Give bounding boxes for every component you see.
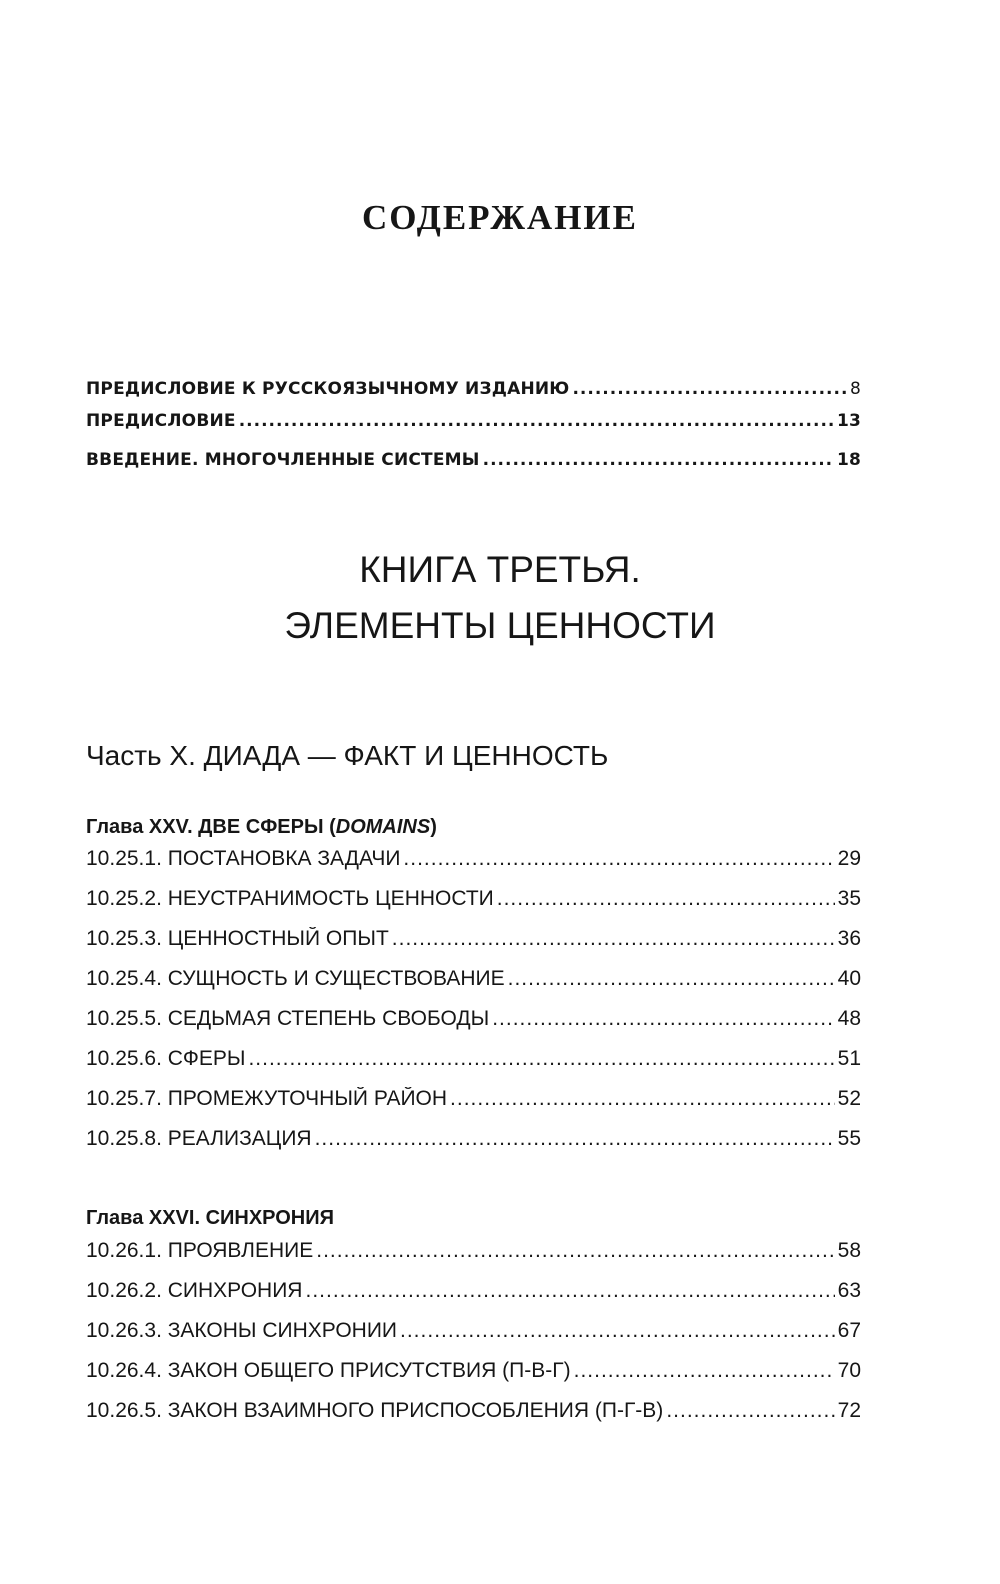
toc-entry-label: ПРЕДИСЛОВИЕ [86, 411, 236, 431]
toc-entry-preface-russian[interactable] [86, 379, 861, 407]
toc-entry-introduction[interactable] [86, 450, 861, 478]
part-heading: Часть X. ДИАДА — ФАКТ И ЦЕННОСТЬ [86, 740, 609, 771]
leader-dots [483, 450, 834, 470]
leader-dots [315, 1127, 835, 1151]
leader-dots [403, 847, 834, 871]
toc-entry-label: ВВЕДЕНИЕ. МНОГОЧЛЕННЫЕ СИСТЕМЫ [86, 450, 480, 470]
leader-dots [508, 967, 835, 991]
leader-dots [305, 1279, 834, 1303]
toc-entry-page: 8 [849, 379, 861, 399]
toc-section[interactable] [86, 1047, 861, 1079]
toc-entry-page: 18 [836, 450, 861, 470]
toc-section[interactable] [86, 1007, 861, 1039]
toc-section[interactable] [86, 887, 861, 919]
chapter-title: Глава XXV. ДВЕ СФЕРЫ ( [86, 816, 336, 838]
toc-section-label: 10.25.3. ЦЕННОСТНЫЙ ОПЫТ [86, 927, 389, 950]
toc-section[interactable] [86, 1239, 861, 1271]
toc-section-page: 63 [837, 1279, 861, 1302]
toc-section-label: 10.25.6. СФЕРЫ [86, 1047, 246, 1070]
toc-section-label: 10.25.2. НЕУСТРАНИМОСТЬ ЦЕННОСТИ [86, 887, 494, 910]
toc-section-page: 48 [837, 1007, 861, 1030]
chapter-title: Глава XXVI. СИНХРОНИЯ [86, 1207, 334, 1229]
chapter-heading-xxv[interactable] [86, 816, 437, 839]
toc-section-page: 36 [837, 927, 861, 950]
toc-section-label: 10.26.3. ЗАКОНЫ СИНХРОНИИ [86, 1319, 398, 1342]
toc-entry-page: 13 [836, 411, 861, 431]
book-heading-line-1: КНИГА ТРЕТЬЯ. [359, 549, 641, 590]
toc-section-page: 35 [837, 887, 861, 910]
book-heading-line-2: ЭЛЕМЕНТЫ ЦЕННОСТИ [284, 605, 716, 646]
leader-dots [316, 1239, 834, 1263]
toc-section-page: 67 [837, 1319, 861, 1342]
toc-section-page: 29 [837, 847, 861, 870]
toc-section-page: 40 [837, 967, 861, 990]
toc-section-page: 72 [837, 1399, 861, 1422]
toc-section-label: 10.25.8. РЕАЛИЗАЦИЯ [86, 1127, 312, 1150]
toc-section[interactable] [86, 1127, 861, 1159]
toc-section-page: 70 [837, 1359, 861, 1382]
toc-entry-label: ПРЕДИСЛОВИЕ К РУССКОЯЗЫЧНОМУ ИЗДАНИЮ [86, 379, 570, 399]
toc-section[interactable] [86, 847, 861, 879]
leader-dots [572, 379, 847, 399]
chapter-title-suffix: ) [430, 816, 437, 838]
toc-section-page: 51 [837, 1047, 861, 1070]
toc-section-label: 10.25.7. ПРОМЕЖУТОЧНЫЙ РАЙОН [86, 1087, 448, 1110]
leader-dots [450, 1087, 835, 1111]
chapter-heading-xxvi[interactable] [86, 1207, 334, 1230]
toc-section[interactable] [86, 1359, 861, 1391]
toc-section-page: 58 [837, 1239, 861, 1262]
toc-section[interactable] [86, 1319, 861, 1351]
toc-section[interactable] [86, 967, 861, 999]
toc-section-page: 55 [837, 1127, 861, 1150]
leader-dots [497, 887, 835, 911]
toc-section[interactable] [86, 927, 861, 959]
toc-section[interactable] [86, 1399, 861, 1431]
leader-dots [666, 1399, 834, 1423]
leader-dots [248, 1047, 834, 1071]
leader-dots [239, 411, 834, 431]
page-title: СОДЕРЖАНИЕ [361, 198, 638, 237]
leader-dots [400, 1319, 835, 1343]
toc-section-label: 10.26.5. ЗАКОН ВЗАИМНОГО ПРИСПОСОБЛЕНИЯ (П-Г-В) [86, 1399, 664, 1422]
leader-dots [492, 1007, 834, 1031]
toc-section[interactable] [86, 1087, 861, 1119]
toc-section-label: 10.25.4. СУЩНОСТЬ И СУЩЕСТВОВАНИЕ [86, 967, 505, 990]
toc-section-label: 10.26.2. СИНХРОНИЯ [86, 1279, 303, 1302]
toc-entry-preface[interactable] [86, 411, 861, 439]
leader-dots [574, 1359, 835, 1383]
toc-section-page: 52 [837, 1087, 861, 1110]
leader-dots [392, 927, 835, 951]
toc-section-label: 10.26.4. ЗАКОН ОБЩЕГО ПРИСУТСТВИЯ (П-В-Г) [86, 1359, 571, 1382]
toc-section-label: 10.25.1. ПОСТАНОВКА ЗАДАЧИ [86, 847, 401, 870]
toc-section-label: 10.26.1. ПРОЯВЛЕНИЕ [86, 1239, 314, 1262]
toc-section[interactable] [86, 1279, 861, 1311]
chapter-title-italic: DOMAINS [335, 816, 431, 838]
toc-section-label: 10.25.5. СЕДЬМАЯ СТЕПЕНЬ СВОБОДЫ [86, 1007, 490, 1030]
